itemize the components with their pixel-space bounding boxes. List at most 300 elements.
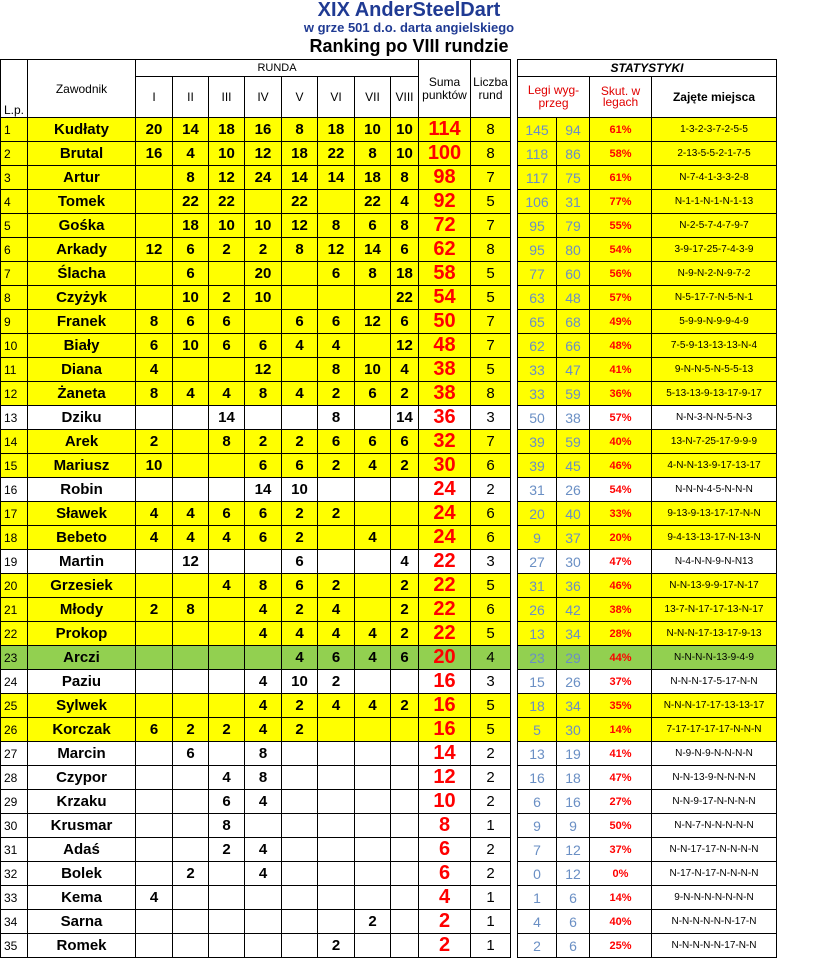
round-points-5 xyxy=(282,742,318,766)
points-sum: 16 xyxy=(419,670,471,694)
legs-won: 18 xyxy=(518,694,557,718)
rounds-count: 5 xyxy=(471,574,511,598)
legs-efficiency: 47% xyxy=(590,550,652,574)
legs-won: 13 xyxy=(518,742,557,766)
legs-lost: 30 xyxy=(557,718,590,742)
round-points-7 xyxy=(355,838,391,862)
player-name: Żaneta xyxy=(28,382,136,406)
round-points-1 xyxy=(136,646,173,670)
player-name: Krzaku xyxy=(28,790,136,814)
legs-won: 6 xyxy=(518,790,557,814)
round-points-1: 4 xyxy=(136,886,173,910)
rounds-count: 3 xyxy=(471,670,511,694)
legs-won: 20 xyxy=(518,502,557,526)
legs-won: 145 xyxy=(518,118,557,142)
player-name: Tomek xyxy=(28,190,136,214)
row-lp: 22 xyxy=(1,622,28,646)
round-points-8: 8 xyxy=(391,166,419,190)
legs-won: 39 xyxy=(518,430,557,454)
legs-won: 26 xyxy=(518,598,557,622)
places-taken: N-2-5-7-4-7-9-7 xyxy=(652,214,777,238)
round-points-8: 4 xyxy=(391,358,419,382)
legs-lost: 9 xyxy=(557,814,590,838)
round-points-7: 4 xyxy=(355,622,391,646)
player-name: Dziku xyxy=(28,406,136,430)
points-sum: 48 xyxy=(419,334,471,358)
legs-efficiency: 41% xyxy=(590,358,652,382)
legs-won: 23 xyxy=(518,646,557,670)
round-points-1 xyxy=(136,670,173,694)
column-gap xyxy=(511,646,518,670)
round-points-6: 6 xyxy=(318,310,355,334)
round-points-2: 2 xyxy=(173,718,209,742)
round-points-7 xyxy=(355,334,391,358)
rounds-count: 2 xyxy=(471,838,511,862)
legs-won: 0 xyxy=(518,862,557,886)
round-points-5: 10 xyxy=(282,670,318,694)
legs-won: 7 xyxy=(518,838,557,862)
round-points-8: 10 xyxy=(391,142,419,166)
ranking-row xyxy=(1,718,777,742)
row-lp: 16 xyxy=(1,478,28,502)
row-lp: 25 xyxy=(1,694,28,718)
row-lp: 14 xyxy=(1,430,28,454)
rounds-count: 2 xyxy=(471,766,511,790)
legs-won: 33 xyxy=(518,358,557,382)
round-points-3 xyxy=(209,910,245,934)
legs-efficiency: 14% xyxy=(590,718,652,742)
player-name: Diana xyxy=(28,358,136,382)
legs-lost: 66 xyxy=(557,334,590,358)
legs-lost: 38 xyxy=(557,406,590,430)
legs-won: 13 xyxy=(518,622,557,646)
row-lp: 21 xyxy=(1,598,28,622)
round-points-2 xyxy=(173,358,209,382)
legs-efficiency: 33% xyxy=(590,502,652,526)
round-points-7: 12 xyxy=(355,310,391,334)
ranking-row xyxy=(1,118,777,142)
ranking-row xyxy=(1,262,777,286)
player-name: Bolek xyxy=(28,862,136,886)
ranking-row xyxy=(1,310,777,334)
round-points-6 xyxy=(318,838,355,862)
legs-efficiency: 57% xyxy=(590,406,652,430)
player-name: Grzesiek xyxy=(28,574,136,598)
places-taken: N-7-4-1-3-3-2-8 xyxy=(652,166,777,190)
rounds-count: 2 xyxy=(471,478,511,502)
rounds-count: 8 xyxy=(471,382,511,406)
places-taken: 2-13-5-5-2-1-7-5 xyxy=(652,142,777,166)
rounds-count: 6 xyxy=(471,526,511,550)
round-points-3: 12 xyxy=(209,166,245,190)
header-round-5: V xyxy=(282,77,318,118)
places-taken: N-N-13-9-N-N-N-N xyxy=(652,766,777,790)
round-points-2 xyxy=(173,694,209,718)
round-points-8: 14 xyxy=(391,406,419,430)
legs-won: 117 xyxy=(518,166,557,190)
player-name: Ślacha xyxy=(28,262,136,286)
round-points-8: 2 xyxy=(391,574,419,598)
round-points-1: 6 xyxy=(136,334,173,358)
round-points-7 xyxy=(355,550,391,574)
round-points-8: 4 xyxy=(391,190,419,214)
player-name: Sławek xyxy=(28,502,136,526)
points-sum: 32 xyxy=(419,430,471,454)
round-points-2: 6 xyxy=(173,238,209,262)
column-gap xyxy=(511,406,518,430)
legs-lost: 60 xyxy=(557,262,590,286)
round-points-3: 14 xyxy=(209,406,245,430)
round-points-3: 2 xyxy=(209,838,245,862)
round-points-7 xyxy=(355,574,391,598)
legs-efficiency: 77% xyxy=(590,190,652,214)
column-gap xyxy=(511,886,518,910)
places-taken: N-N-N-17-17-13-13-17 xyxy=(652,694,777,718)
legs-lost: 29 xyxy=(557,646,590,670)
round-points-8: 2 xyxy=(391,694,419,718)
round-points-4: 4 xyxy=(245,862,282,886)
row-lp: 13 xyxy=(1,406,28,430)
ranking-row xyxy=(1,766,777,790)
round-points-4: 12 xyxy=(245,358,282,382)
round-points-2: 10 xyxy=(173,334,209,358)
legs-lost: 34 xyxy=(557,622,590,646)
column-gap xyxy=(511,118,518,142)
row-lp: 6 xyxy=(1,238,28,262)
rounds-count: 6 xyxy=(471,502,511,526)
legs-won: 5 xyxy=(518,718,557,742)
places-taken: N-1-1-N-1-N-1-13 xyxy=(652,190,777,214)
round-points-5: 8 xyxy=(282,118,318,142)
round-points-4 xyxy=(245,310,282,334)
ranking-row xyxy=(1,790,777,814)
points-sum: 10 xyxy=(419,790,471,814)
row-lp: 35 xyxy=(1,934,28,958)
player-name: Sarna xyxy=(28,910,136,934)
header-lp: L.p. xyxy=(1,60,28,118)
round-points-8 xyxy=(391,838,419,862)
round-points-2: 6 xyxy=(173,310,209,334)
rounds-count: 1 xyxy=(471,910,511,934)
legs-lost: 30 xyxy=(557,550,590,574)
round-points-8 xyxy=(391,670,419,694)
column-gap xyxy=(511,574,518,598)
round-points-2 xyxy=(173,790,209,814)
round-points-4: 4 xyxy=(245,694,282,718)
round-points-5 xyxy=(282,838,318,862)
round-points-7: 22 xyxy=(355,190,391,214)
round-points-4 xyxy=(245,550,282,574)
column-gap xyxy=(511,790,518,814)
round-points-5: 18 xyxy=(282,142,318,166)
places-taken: 9-N-N-5-N-5-5-13 xyxy=(652,358,777,382)
round-points-6: 6 xyxy=(318,646,355,670)
ranking-row xyxy=(1,646,777,670)
round-points-3 xyxy=(209,886,245,910)
round-points-1 xyxy=(136,214,173,238)
round-points-5 xyxy=(282,262,318,286)
round-points-4: 20 xyxy=(245,262,282,286)
round-points-8 xyxy=(391,718,419,742)
round-points-2 xyxy=(173,646,209,670)
row-lp: 26 xyxy=(1,718,28,742)
round-points-4 xyxy=(245,814,282,838)
round-points-3: 4 xyxy=(209,526,245,550)
places-taken: N-N-N-17-13-17-9-13 xyxy=(652,622,777,646)
rounds-count: 8 xyxy=(471,118,511,142)
rounds-count: 6 xyxy=(471,598,511,622)
round-points-1: 12 xyxy=(136,238,173,262)
round-points-8: 6 xyxy=(391,646,419,670)
round-points-1: 10 xyxy=(136,454,173,478)
player-name: Brutal xyxy=(28,142,136,166)
column-gap xyxy=(511,766,518,790)
round-points-8: 2 xyxy=(391,382,419,406)
round-points-4: 6 xyxy=(245,526,282,550)
points-sum: 22 xyxy=(419,574,471,598)
round-points-8 xyxy=(391,910,419,934)
round-points-4: 4 xyxy=(245,598,282,622)
round-points-6: 6 xyxy=(318,262,355,286)
round-points-1 xyxy=(136,262,173,286)
round-points-5: 14 xyxy=(282,166,318,190)
legs-efficiency: 49% xyxy=(590,310,652,334)
round-points-4: 10 xyxy=(245,286,282,310)
round-points-8 xyxy=(391,502,419,526)
round-points-3: 6 xyxy=(209,310,245,334)
legs-efficiency: 46% xyxy=(590,454,652,478)
row-lp: 2 xyxy=(1,142,28,166)
points-sum: 36 xyxy=(419,406,471,430)
ranking-row xyxy=(1,814,777,838)
column-gap xyxy=(511,526,518,550)
row-lp: 23 xyxy=(1,646,28,670)
legs-efficiency: 55% xyxy=(590,214,652,238)
ranking-row xyxy=(1,694,777,718)
round-points-7 xyxy=(355,718,391,742)
round-points-1 xyxy=(136,574,173,598)
points-sum: 38 xyxy=(419,358,471,382)
legs-lost: 79 xyxy=(557,214,590,238)
ranking-row xyxy=(1,238,777,262)
round-points-7: 8 xyxy=(355,142,391,166)
column-gap xyxy=(511,286,518,310)
round-points-5 xyxy=(282,910,318,934)
places-taken: 9-13-9-13-17-17-N-N xyxy=(652,502,777,526)
round-points-8: 22 xyxy=(391,286,419,310)
column-gap xyxy=(511,382,518,406)
ranking-row xyxy=(1,670,777,694)
round-points-3: 10 xyxy=(209,142,245,166)
player-name: Czypor xyxy=(28,766,136,790)
player-name: Biały xyxy=(28,334,136,358)
round-points-8 xyxy=(391,814,419,838)
legs-efficiency: 37% xyxy=(590,670,652,694)
legs-efficiency: 46% xyxy=(590,574,652,598)
column-gap xyxy=(511,934,518,958)
row-lp: 3 xyxy=(1,166,28,190)
round-points-6 xyxy=(318,718,355,742)
player-name: Adaś xyxy=(28,838,136,862)
legs-lost: 26 xyxy=(557,478,590,502)
legs-won: 9 xyxy=(518,526,557,550)
points-sum: 72 xyxy=(419,214,471,238)
round-points-6: 4 xyxy=(318,598,355,622)
player-name: Arkady xyxy=(28,238,136,262)
round-points-6 xyxy=(318,742,355,766)
row-lp: 32 xyxy=(1,862,28,886)
ranking-row xyxy=(1,910,777,934)
row-lp: 11 xyxy=(1,358,28,382)
places-taken: 3-9-17-25-7-4-3-9 xyxy=(652,238,777,262)
legs-efficiency: 54% xyxy=(590,238,652,262)
round-points-4 xyxy=(245,934,282,958)
points-sum: 24 xyxy=(419,526,471,550)
legs-won: 31 xyxy=(518,574,557,598)
column-gap xyxy=(511,238,518,262)
ranking-row xyxy=(1,934,777,958)
player-name: Martin xyxy=(28,550,136,574)
round-points-8: 6 xyxy=(391,430,419,454)
rounds-count: 8 xyxy=(471,142,511,166)
round-points-2: 6 xyxy=(173,262,209,286)
rounds-count: 2 xyxy=(471,862,511,886)
row-lp: 18 xyxy=(1,526,28,550)
round-points-5 xyxy=(282,934,318,958)
header-round-1: I xyxy=(136,77,173,118)
places-taken: 5-13-13-9-13-17-9-17 xyxy=(652,382,777,406)
ranking-row xyxy=(1,478,777,502)
round-points-4: 24 xyxy=(245,166,282,190)
round-points-8: 4 xyxy=(391,550,419,574)
ranking-row xyxy=(1,430,777,454)
legs-won: 50 xyxy=(518,406,557,430)
round-points-2: 18 xyxy=(173,214,209,238)
places-taken: 13-7-N-17-17-13-N-17 xyxy=(652,598,777,622)
round-points-3 xyxy=(209,622,245,646)
round-points-2: 4 xyxy=(173,526,209,550)
round-points-4: 12 xyxy=(245,142,282,166)
round-points-6 xyxy=(318,790,355,814)
column-gap xyxy=(511,60,518,118)
legs-lost: 34 xyxy=(557,694,590,718)
points-sum: 22 xyxy=(419,550,471,574)
round-points-3 xyxy=(209,358,245,382)
legs-lost: 40 xyxy=(557,502,590,526)
round-points-6: 2 xyxy=(318,574,355,598)
points-sum: 98 xyxy=(419,166,471,190)
header-legi: Legi wyg-przeg xyxy=(518,77,590,118)
column-gap xyxy=(511,358,518,382)
legs-lost: 31 xyxy=(557,190,590,214)
round-points-1 xyxy=(136,406,173,430)
round-points-5: 6 xyxy=(282,454,318,478)
column-gap xyxy=(511,214,518,238)
round-points-2 xyxy=(173,622,209,646)
round-points-1 xyxy=(136,550,173,574)
legs-won: 63 xyxy=(518,286,557,310)
ranking-row xyxy=(1,166,777,190)
legs-efficiency: 47% xyxy=(590,766,652,790)
round-points-4: 6 xyxy=(245,454,282,478)
row-lp: 10 xyxy=(1,334,28,358)
round-points-4: 4 xyxy=(245,838,282,862)
round-points-1: 2 xyxy=(136,598,173,622)
rounds-count: 7 xyxy=(471,430,511,454)
column-gap xyxy=(511,502,518,526)
round-points-7 xyxy=(355,766,391,790)
places-taken: 5-9-9-N-9-9-4-9 xyxy=(652,310,777,334)
points-sum: 4 xyxy=(419,886,471,910)
round-points-7: 6 xyxy=(355,214,391,238)
header-round-7: VII xyxy=(355,77,391,118)
round-points-6 xyxy=(318,478,355,502)
round-points-1 xyxy=(136,862,173,886)
round-points-4: 2 xyxy=(245,238,282,262)
round-points-5: 4 xyxy=(282,646,318,670)
row-lp: 33 xyxy=(1,886,28,910)
round-points-3: 10 xyxy=(209,214,245,238)
legs-efficiency: 61% xyxy=(590,166,652,190)
rounds-count: 5 xyxy=(471,286,511,310)
rounds-count: 5 xyxy=(471,694,511,718)
column-gap xyxy=(511,310,518,334)
places-taken: 4-N-N-13-9-17-13-17 xyxy=(652,454,777,478)
round-points-6 xyxy=(318,286,355,310)
round-points-2 xyxy=(173,886,209,910)
column-gap xyxy=(511,862,518,886)
rounds-count: 2 xyxy=(471,742,511,766)
column-gap xyxy=(511,910,518,934)
legs-lost: 37 xyxy=(557,526,590,550)
ranking-row xyxy=(1,358,777,382)
legs-efficiency: 38% xyxy=(590,598,652,622)
rounds-count: 1 xyxy=(471,934,511,958)
rounds-count: 7 xyxy=(471,214,511,238)
round-points-1 xyxy=(136,838,173,862)
round-points-4: 4 xyxy=(245,718,282,742)
round-points-1 xyxy=(136,766,173,790)
round-points-5: 10 xyxy=(282,478,318,502)
legs-won: 1 xyxy=(518,886,557,910)
header-skut: Skut. w legach xyxy=(590,77,652,118)
legs-lost: 18 xyxy=(557,766,590,790)
points-sum: 24 xyxy=(419,502,471,526)
legs-won: 31 xyxy=(518,478,557,502)
column-gap xyxy=(511,742,518,766)
rounds-count: 6 xyxy=(471,454,511,478)
points-sum: 24 xyxy=(419,478,471,502)
points-sum: 30 xyxy=(419,454,471,478)
round-points-6 xyxy=(318,910,355,934)
player-name: Młody xyxy=(28,598,136,622)
round-points-7 xyxy=(355,886,391,910)
round-points-1 xyxy=(136,622,173,646)
places-taken: N-N-3-N-N-5-N-3 xyxy=(652,406,777,430)
legs-lost: 26 xyxy=(557,670,590,694)
round-points-7 xyxy=(355,502,391,526)
legs-efficiency: 48% xyxy=(590,334,652,358)
legs-lost: 45 xyxy=(557,454,590,478)
row-lp: 4 xyxy=(1,190,28,214)
legs-won: 16 xyxy=(518,766,557,790)
round-points-5 xyxy=(282,358,318,382)
legs-won: 118 xyxy=(518,142,557,166)
points-sum: 16 xyxy=(419,694,471,718)
round-points-7 xyxy=(355,598,391,622)
tournament-title: XIX AnderSteelDart xyxy=(317,0,501,21)
round-points-4: 16 xyxy=(245,118,282,142)
